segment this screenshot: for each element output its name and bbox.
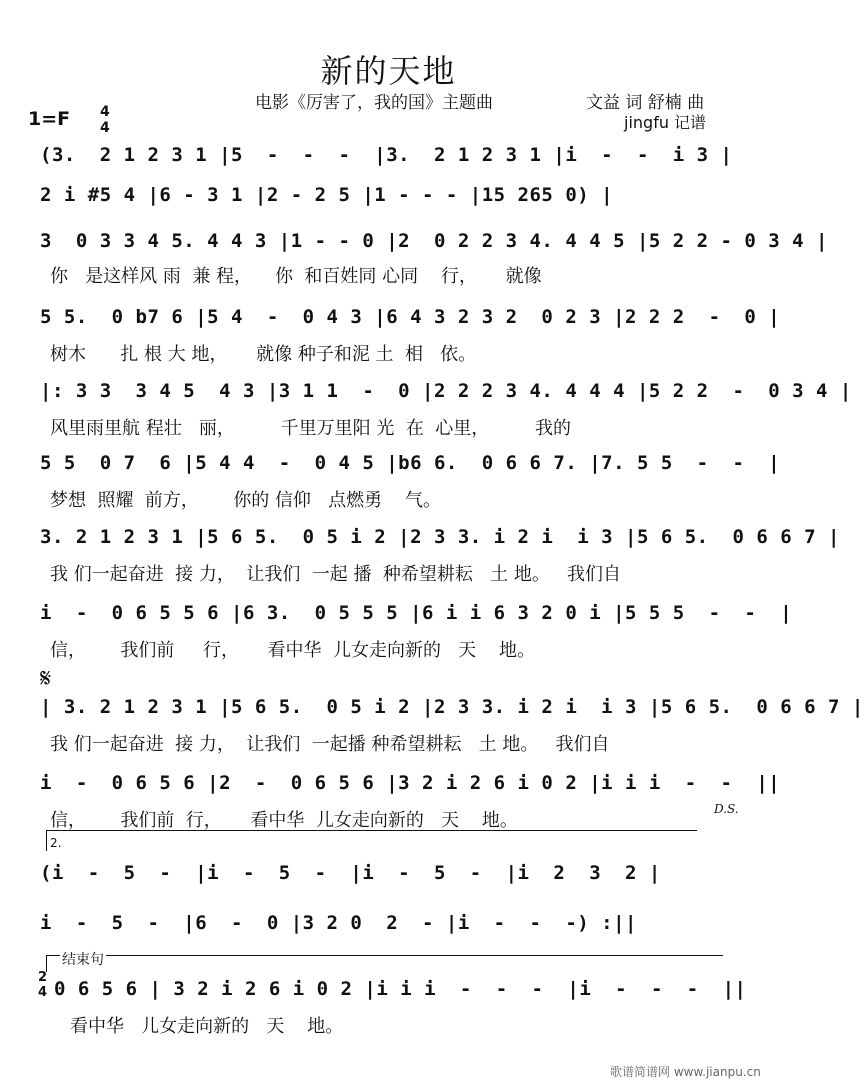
notation-row: 0 6 5 6 | 3 2 i 2 6 i 0 2 |i i i - - - |i - - - || (54, 978, 747, 1000)
coda-time-signature-bottom: 4 (38, 985, 48, 1000)
notation-row: (3. 2 1 2 3 1 |5 - - - |3. 2 1 2 3 1 |i - - i 3 | (40, 144, 733, 166)
notation-row: (i - 5 - |i - 5 - |i - 5 - |i 2 3 2 | (40, 862, 661, 884)
lyrics-row: 你 是这样风 雨 兼 程， 你 和百姓同 心同 行， 就像 (50, 266, 542, 287)
notation-row: |: 3 3 3 4 5 4 3 |3 1 1 - 0 |2 2 2 3 4. 4 4 4 |5 2 2 - 0 3 4 | (40, 380, 852, 402)
coda-bracket (46, 955, 723, 972)
notation-row: 3 0 3 3 4 5. 4 4 3 |1 - - 0 |2 0 2 2 3 4. 4 4 5 |5 2 2 - 0 3 4 | (40, 230, 828, 252)
lyrics-row: 树木 扎 根 大 地， 就像 种子和泥 土 相 依。 (50, 344, 477, 365)
volta-number: 2. (50, 836, 62, 850)
notation-row: i - 0 6 5 5 6 |6 3. 0 5 5 5 |6 i i 6 3 2 0 i |5 5 5 - - | (40, 602, 793, 624)
time-signature-bottom: 4 (100, 120, 110, 136)
song-title: 新的天地 (320, 52, 457, 90)
notation-row: 5 5 0 7 6 |5 4 4 - 0 4 5 |b6 6. 0 6 6 7. |7. 5 5 - - | (40, 452, 781, 474)
volta-bracket (46, 830, 697, 851)
notation-row: 3. 2 1 2 3 1 |5 6 5. 0 5 i 2 |2 3 3. i 2 i i 3 |5 6 5. 0 6 6 7 | (40, 526, 840, 548)
coda-label: 结束句 (60, 949, 106, 969)
time-signature-top: 4 (100, 104, 110, 120)
notation-row: 2 i #5 4 |6 - 3 1 |2 - 2 5 |1 - - - |15 265 0) | (40, 184, 614, 206)
lyrics-row: 我 们一起奋进 接 力， 让我们 一起 播 种希望耕耘 土 地。 我们自 (50, 564, 621, 585)
lyrics-row: 我 们一起奋进 接 力， 让我们 一起播 种希望耕耘 土 地。 我们自 (50, 734, 610, 755)
notation-row: i - 5 - |6 - 0 |3 2 0 2 - |i - - -) :|| (40, 912, 637, 934)
dal-segno-mark: D.S. (714, 802, 739, 816)
coda-time-signature-top: 2 (38, 970, 48, 985)
segno-sign: 𝄋 (40, 664, 52, 694)
lyrics-row: 信， 我们前 行， 看中华 儿女走向新的 天 地。 (50, 640, 536, 661)
notation-row: | 3. 2 1 2 3 1 |5 6 5. 0 5 i 2 |2 3 3. i 2 i i 3 |5 6 5. 0 6 6 7 | (40, 696, 864, 718)
lyrics-row: 风里雨里航 程壮 丽， 千里万里阳 光 在 心里， 我的 (50, 418, 572, 439)
lyrics-row: 梦想 照耀 前方， 你的 信仰 点燃勇 气。 (50, 490, 441, 511)
notation-row: i - 0 6 5 6 |2 - 0 6 5 6 |3 2 i 2 6 i 0 2 |i i i - - || (40, 772, 781, 794)
transcriber-credit: jingfu 记谱 (624, 113, 707, 132)
lyrics-row: 看中华 儿女走向新的 天 地。 (70, 1016, 344, 1037)
lyrics-row: 信， 我们前 行， 看中华 儿女走向新的 天 地。 (50, 810, 518, 831)
site-watermark: 歌谱简谱网 www.jianpu.cn (610, 1065, 761, 1079)
notation-row: 5 5. 0 b7 6 |5 4 - 0 4 3 |6 4 3 2 3 2 0 2 3 |2 2 2 - 0 | (40, 306, 781, 328)
song-credits: 文益 词 舒楠 曲 (586, 93, 705, 113)
song-subtitle: 电影《厉害了，我的国》主题曲 (255, 93, 493, 113)
key-signature: 1=F (28, 108, 71, 130)
